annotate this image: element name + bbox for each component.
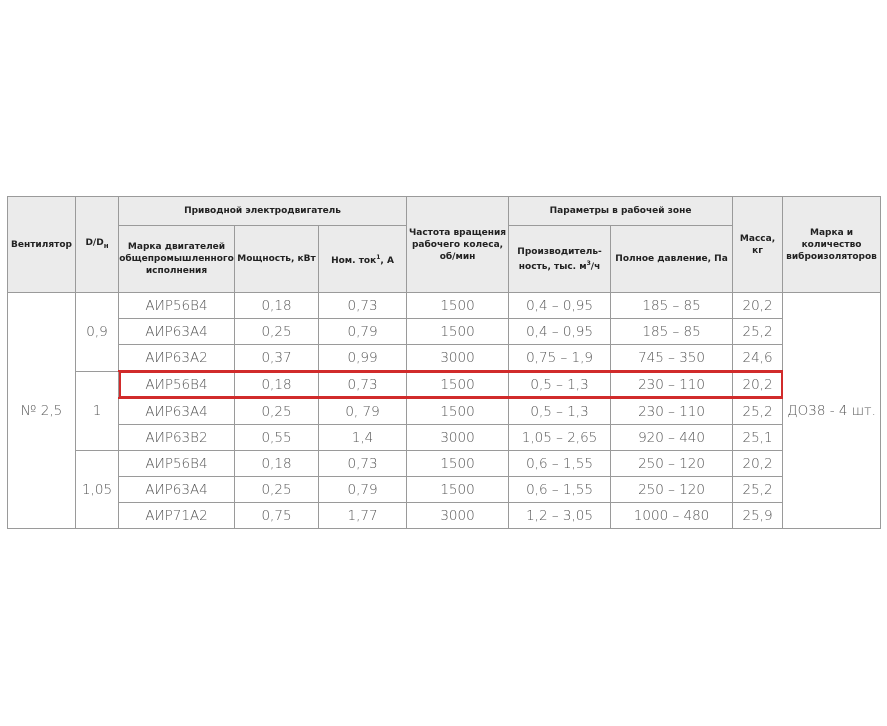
header-current-tail: , А (380, 255, 394, 266)
power-cell: 0,18 (235, 371, 319, 398)
header-work-zone: Параметры в рабочей зоне (509, 197, 733, 226)
power-cell: 0,18 (235, 451, 319, 477)
mass-cell: 20,2 (733, 293, 783, 319)
current-cell: 0,73 (319, 371, 407, 398)
ratio-cell: 1 (76, 371, 119, 451)
current-cell: 0,79 (319, 319, 407, 345)
motor-cell: АИР56В4 (119, 293, 235, 319)
current-cell: 0,99 (319, 345, 407, 372)
pressure-cell: 185 – 85 (611, 319, 733, 345)
capacity-cell: 1,05 – 2,65 (509, 425, 611, 451)
power-cell: 0,25 (235, 477, 319, 503)
speed-cell: 1500 (407, 293, 509, 319)
header-mass: Масса, кг (733, 197, 783, 293)
mass-cell: 25,2 (733, 319, 783, 345)
speed-cell: 1500 (407, 319, 509, 345)
mass-cell: 25,1 (733, 425, 783, 451)
pressure-cell: 1000 – 480 (611, 503, 733, 529)
speed-cell: 1500 (407, 371, 509, 398)
ratio-cell: 1,05 (76, 451, 119, 529)
header-current-main: Ном. ток (331, 255, 377, 266)
header-capacity (509, 226, 611, 293)
capacity-cell: 0,6 – 1,55 (509, 477, 611, 503)
power-cell: 0,18 (235, 293, 319, 319)
table-row (8, 319, 881, 345)
current-cell: 0, 79 (319, 398, 407, 425)
header-current (319, 226, 407, 293)
motor-cell: АИР63А4 (119, 477, 235, 503)
table-row (8, 477, 881, 503)
mass-cell: 24,6 (733, 345, 783, 372)
mass-cell: 20,2 (733, 451, 783, 477)
speed-cell: 3000 (407, 345, 509, 372)
motor-cell: АИР63А2 (119, 345, 235, 372)
table-row (8, 503, 881, 529)
header-capacity-tail: /ч (590, 261, 601, 272)
motor-cell: АИР71А2 (119, 503, 235, 529)
table-row (8, 345, 881, 372)
header-pressure: Полное давление, Па (611, 226, 733, 293)
table-row (8, 425, 881, 451)
capacity-cell: 0,4 – 0,95 (509, 293, 611, 319)
header-motor-group: Приводной электродвигатель (119, 197, 407, 226)
pressure-cell: 185 – 85 (611, 293, 733, 319)
current-cell: 0,79 (319, 477, 407, 503)
table-row (8, 398, 881, 425)
fan-spec-table (7, 196, 881, 529)
motor-cell: АИР63А4 (119, 319, 235, 345)
header-motor-brand: Марка двигателей общепромышленного исполнения (119, 226, 235, 293)
power-cell: 0,25 (235, 319, 319, 345)
power-cell: 0,55 (235, 425, 319, 451)
pressure-cell: 250 – 120 (611, 477, 733, 503)
mass-cell: 25,2 (733, 398, 783, 425)
motor-cell: АИР56В4 (119, 371, 235, 398)
header-capacity-sup: 3 (586, 259, 591, 267)
header-current-sup: 1 (376, 253, 381, 261)
mass-cell: 20,2 (733, 371, 783, 398)
motor-cell: АИР63В2 (119, 425, 235, 451)
table-row (8, 293, 881, 319)
speed-cell: 1500 (407, 477, 509, 503)
motor-cell: АИР63А4 (119, 398, 235, 425)
speed-cell: 3000 (407, 503, 509, 529)
pressure-cell: 230 – 110 (611, 371, 733, 398)
pressure-cell: 230 – 110 (611, 398, 733, 425)
capacity-cell: 1,2 – 3,05 (509, 503, 611, 529)
pressure-cell: 745 – 350 (611, 345, 733, 372)
header-speed: Частота вращения рабочего колеса, об/мин (407, 197, 509, 293)
current-cell: 1,77 (319, 503, 407, 529)
header-isolators: Марка и количество виброизоляторов (783, 197, 881, 293)
capacity-cell: 0,5 – 1,3 (509, 398, 611, 425)
capacity-cell: 0,75 – 1,9 (509, 345, 611, 372)
capacity-cell: 0,4 – 0,95 (509, 319, 611, 345)
header-ratio-sub: н (103, 241, 109, 250)
table-row-highlighted (8, 371, 881, 398)
header-fan: Вентилятор (8, 197, 76, 293)
speed-cell: 1500 (407, 451, 509, 477)
power-cell: 0,25 (235, 398, 319, 425)
capacity-cell: 0,6 – 1,55 (509, 451, 611, 477)
mass-cell: 25,2 (733, 477, 783, 503)
header-power: Мощность, кВт (235, 226, 319, 293)
speed-cell: 1500 (407, 398, 509, 425)
pressure-cell: 920 – 440 (611, 425, 733, 451)
motor-cell: АИР56В4 (119, 451, 235, 477)
ratio-cell: 0,9 (76, 293, 119, 372)
header-capacity-main: Производитель-ность, тыс. м (517, 246, 602, 272)
capacity-cell: 0,5 – 1,3 (509, 371, 611, 398)
mass-cell: 25,9 (733, 503, 783, 529)
current-cell: 1,4 (319, 425, 407, 451)
current-cell: 0,73 (319, 293, 407, 319)
header-ratio-main: D/D (85, 238, 104, 249)
power-cell: 0,75 (235, 503, 319, 529)
current-cell: 0,73 (319, 451, 407, 477)
table-row (8, 451, 881, 477)
header-ratio (76, 197, 119, 293)
isolators-cell: ДО38 - 4 шт. (783, 293, 881, 529)
speed-cell: 3000 (407, 425, 509, 451)
fan-cell: № 2,5 (8, 293, 76, 529)
power-cell: 0,37 (235, 345, 319, 372)
pressure-cell: 250 – 120 (611, 451, 733, 477)
fan-spec-table-wrapper (7, 196, 880, 529)
